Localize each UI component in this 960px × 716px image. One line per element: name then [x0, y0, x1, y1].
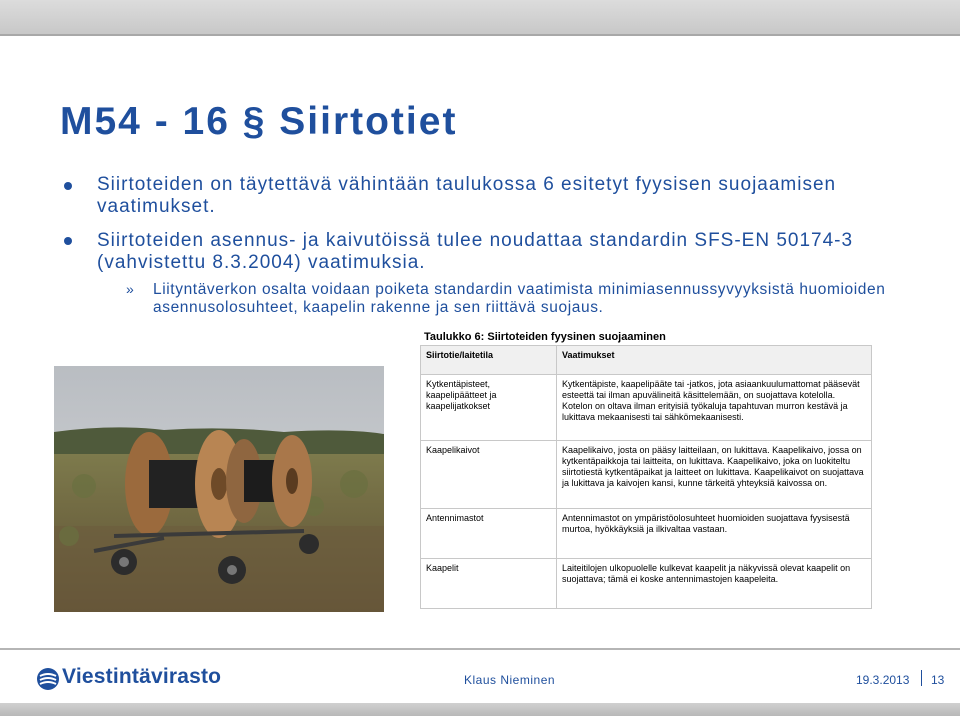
table-header-row [421, 346, 872, 375]
bullet-dot-icon [64, 237, 72, 245]
bullet-dot-icon [64, 182, 72, 190]
page-number: 13 [931, 673, 945, 687]
bullet-text-1: Siirtoteiden on täytettävä vähintään taulukossa 6 esitetyt fyysisen suojaamisen vaatimukset. [97, 174, 837, 217]
table-cell: Kaapelikaivo, josta on pääsy laitteilaan, on lukittava. Kaapelikaivo, jossa on kytkentäpaikkoja tai laitteita, on lukittava. Kaapelikaivo, joka on luokiteltu siirtotiestä kytkentäpaikat ja laitteet on lukittava. Kaapelikaivot on suojattava ja lukittava ja kaivojen kansi, kunne tärkeitä yhteyksiä kaivossa on. [557, 441, 872, 509]
table-cell: Antennimastot [421, 509, 557, 559]
table-cell: Antennimastot on ympäristöolosuhteet huomioiden suojattava fyysisestä murtoa, hyökkäyksiä ja ilkivaltaa vastaan. [557, 509, 872, 559]
requirements-table [420, 345, 872, 609]
bottom-bar [0, 703, 960, 716]
slide-title: M54 - 16 § Siirtotiet [60, 100, 458, 143]
table-cell: Laiteitilojen ulkopuolelle kulkevat kaapelit ja näkyvissä olevat kaapelit on suojattava; tämä ei koske antennimastojen kaapeleita. [557, 559, 872, 609]
footer-divider [0, 648, 960, 650]
table-header-cell: Vaatimukset [557, 346, 872, 375]
sub-bullet-marker: » [126, 281, 134, 297]
table-header-cell: Siirtotie/laitetila [421, 346, 557, 375]
top-bar [0, 0, 960, 34]
table-cell: Kaapelit [421, 559, 557, 609]
bullet-text-2: Siirtoteiden asennus- ja kaivutöissä tulee noudattaa standardin SFS-EN 50174-3 (vahvistettu 8.3.2004) vaatimuksia. [97, 230, 854, 273]
footer-author: Klaus Nieminen [464, 673, 556, 687]
footer-separator [921, 670, 922, 686]
table-cell: Kytkentäpisteet, kaapelipäätteet ja kaapelijatkokset [421, 375, 557, 441]
table-cell: Kaapelikaivot [421, 441, 557, 509]
sub-bullet-text: Liityntäverkon osalta voidaan poiketa standardin vaatimista minimiasennussyvyyksistä huomioiden asennusolosuhteet, kaapelin rakenne ja sen riittävä suojaus. [153, 281, 886, 316]
footer-date: 19.3.2013 [856, 673, 910, 687]
cable-drums-photo [54, 366, 384, 612]
top-divider [0, 34, 960, 36]
table-row [421, 509, 872, 559]
requirements-table-wrap [420, 331, 872, 609]
logo-text: Viestintävirasto [62, 665, 222, 688]
table-cell: Kytkentäpiste, kaapelipääte tai -jatkos, jota asiaankuulumattomat pääsevät esteettä tai ilman apuvälineitä käsittelemään, on suojattava kotelolla. Kotelon on oltava ilman erityisiä työkaluja tapahtuvan murron kestävä ja lukittava mekaanisesti tai sähkömekaanisesti. [557, 375, 872, 441]
table-row [421, 375, 872, 441]
table-row [421, 559, 872, 609]
table-title: Taulukko 6: Siirtoteiden fyysinen suojaaminen [424, 331, 666, 343]
viestintavirasto-logo-icon [36, 667, 60, 691]
table-row [421, 441, 872, 509]
